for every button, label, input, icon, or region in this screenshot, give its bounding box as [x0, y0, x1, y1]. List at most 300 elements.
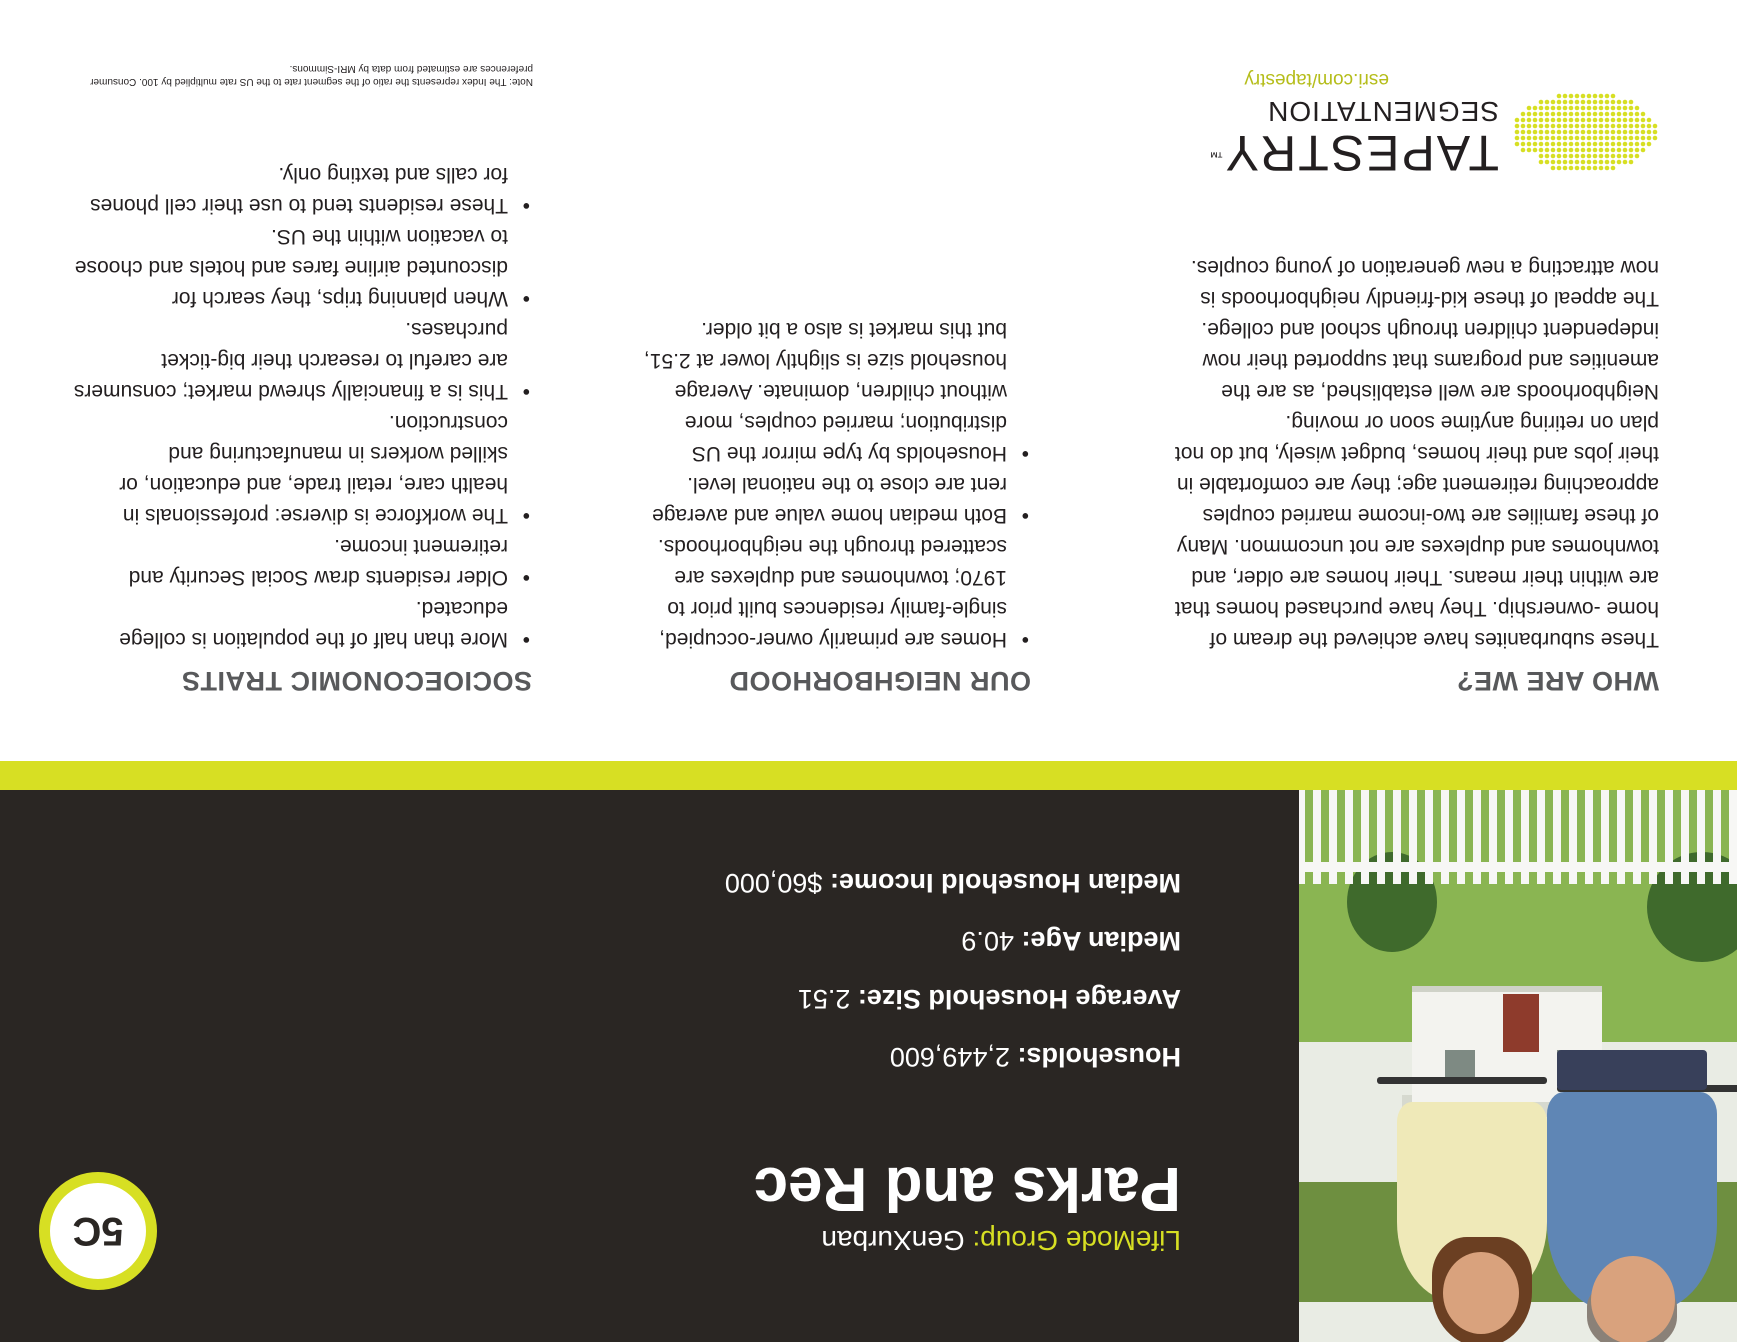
- logo-map-dot: [1545, 106, 1550, 111]
- logo-map-dot: [1641, 136, 1646, 141]
- logo-map-dot: [1545, 118, 1550, 123]
- logo-map-dot: [1653, 136, 1658, 141]
- logo-map-dot: [1587, 130, 1592, 135]
- logo-map-dot: [1551, 112, 1556, 117]
- logo-map-dot: [1635, 154, 1640, 159]
- logo-map-dot: [1569, 130, 1574, 135]
- logo-map-dot: [1599, 94, 1604, 99]
- logo-map-dot: [1569, 100, 1574, 105]
- logo-map-dot: [1569, 136, 1574, 141]
- photo-bike-handlebar: [1377, 1077, 1547, 1084]
- logo-map-dot: [1647, 130, 1652, 135]
- logo-map-dot: [1611, 136, 1616, 141]
- stat-value: 2.51: [797, 984, 851, 1014]
- logo-map-dot: [1617, 160, 1622, 165]
- logo-map-dot: [1623, 136, 1628, 141]
- logo-map-dot: [1653, 130, 1658, 135]
- logo-map-dot: [1581, 166, 1586, 171]
- segment-title: Parks and Rec: [753, 1154, 1181, 1223]
- logo-map-dot: [1575, 136, 1580, 141]
- logo-map-dot: [1617, 136, 1622, 141]
- logo-map-dot: [1599, 100, 1604, 105]
- logo-map-dot: [1557, 136, 1562, 141]
- logo-map-dot: [1605, 130, 1610, 135]
- logo-map-dot: [1581, 130, 1586, 135]
- logo-map-dot: [1617, 130, 1622, 135]
- logo-map-dot: [1551, 160, 1556, 165]
- logo-map-dot: [1629, 130, 1634, 135]
- logo-map-dot: [1629, 160, 1634, 165]
- logo-map-dot: [1593, 106, 1598, 111]
- logo-map-dot: [1629, 136, 1634, 141]
- logo-map-dot: [1569, 124, 1574, 129]
- logo-map-dot: [1605, 124, 1610, 129]
- logo-map-dot: [1593, 142, 1598, 147]
- logo-map-dot: [1599, 142, 1604, 147]
- logo-map-dot: [1563, 118, 1568, 123]
- socioeconomic-section: [70, 159, 532, 696]
- list-item: • The workforce is diverse: professionals in health care, retail trade, and education, or skilled workers in manufacturing and construction.: [70, 407, 532, 531]
- logo-map-dot: [1539, 142, 1544, 147]
- logo-map-dot: [1569, 160, 1574, 165]
- logo-map-dot: [1581, 94, 1586, 99]
- logo-map-dot: [1605, 112, 1610, 117]
- segment-code-badge: [39, 1172, 157, 1290]
- logo-map-dot: [1611, 166, 1616, 171]
- logo-map-dot: [1629, 142, 1634, 147]
- logo-map-dot: [1611, 94, 1616, 99]
- logo-map-dot: [1641, 142, 1646, 147]
- logo-map-dot: [1563, 142, 1568, 147]
- logo-map-dot: [1521, 118, 1526, 123]
- logo-map-dot: [1527, 118, 1532, 123]
- logo-map-dot: [1527, 124, 1532, 129]
- neighborhood-section: [621, 314, 1031, 696]
- logo-map-dot: [1527, 142, 1532, 147]
- logo-map-dot: [1587, 118, 1592, 123]
- logo-map-dot: [1545, 142, 1550, 147]
- logo-map-dot: [1647, 118, 1652, 123]
- photo-window: [1445, 1050, 1475, 1080]
- logo-map-dot: [1623, 124, 1628, 129]
- logo-map-dot: [1587, 166, 1592, 171]
- logo-map-dot: [1539, 136, 1544, 141]
- stat-median-income: [481, 854, 1181, 912]
- logo-map-dot: [1605, 142, 1610, 147]
- logo-map-dot: [1593, 124, 1598, 129]
- logo-map-dot: [1587, 142, 1592, 147]
- logo-map-dot: [1629, 154, 1634, 159]
- logo-map-dot: [1611, 154, 1616, 159]
- logo-map-dot: [1563, 148, 1568, 153]
- couple-bicycle-photo: [1299, 790, 1737, 1342]
- logo-map-dot: [1617, 154, 1622, 159]
- logo-map-dot: [1587, 94, 1592, 99]
- logo-map-dot: [1569, 142, 1574, 147]
- logo-map-dot: [1545, 112, 1550, 117]
- logo-map-dot: [1551, 154, 1556, 159]
- logo-map-dot: [1569, 112, 1574, 117]
- logo-map-dot: [1557, 130, 1562, 135]
- logo-map-dot: [1533, 142, 1538, 147]
- logo-map-dot: [1575, 142, 1580, 147]
- lifemode-value: GenXurban: [821, 1225, 965, 1256]
- list-item: • More than half of the population is college educated.: [70, 593, 532, 655]
- lifemode-group: [821, 1224, 1181, 1256]
- photo-jeans: [1557, 1050, 1707, 1090]
- logo-map-dot: [1581, 118, 1586, 123]
- stat-label: Median Household Income:: [829, 868, 1181, 898]
- photo-woman-face: [1443, 1252, 1519, 1334]
- logo-map-dot: [1599, 124, 1604, 129]
- logo-map-dot: [1575, 100, 1580, 105]
- logo-map-dot: [1593, 100, 1598, 105]
- logo-map-dot: [1563, 160, 1568, 165]
- logo-map-dot: [1641, 118, 1646, 123]
- logo-map-dot: [1623, 112, 1628, 117]
- logo-map-dot: [1533, 130, 1538, 135]
- logo-map-dot: [1599, 106, 1604, 111]
- logo-map-dot: [1557, 94, 1562, 99]
- logo-map-dot: [1641, 130, 1646, 135]
- section-heading: OUR NEIGHBORHOOD: [728, 666, 1031, 696]
- logo-word: TAPESTRY: [1223, 125, 1499, 181]
- logo-map-dot: [1557, 148, 1562, 153]
- logo-map-dot: [1617, 124, 1622, 129]
- logo-map-dot: [1587, 154, 1592, 159]
- logo-map-dot: [1515, 136, 1520, 141]
- logo-map-dot: [1599, 166, 1604, 171]
- stat-value: 2,449,600: [889, 1042, 1010, 1072]
- logo-map-dot: [1611, 106, 1616, 111]
- logo-map-dot: [1611, 142, 1616, 147]
- logo-map-dot: [1593, 118, 1598, 123]
- photo-fence-rail: [1299, 862, 1737, 872]
- logo-map-dot: [1635, 112, 1640, 117]
- logo-map-dot: [1605, 118, 1610, 123]
- logo-map-dot: [1521, 124, 1526, 129]
- logo-map-dot: [1575, 94, 1580, 99]
- logo-map-dot: [1575, 124, 1580, 129]
- logo-map-dot: [1587, 148, 1592, 153]
- logo-map-dot: [1533, 118, 1538, 123]
- logo-map-dot: [1515, 118, 1520, 123]
- logo-map-dot: [1593, 136, 1598, 141]
- stat-value: 40.9: [961, 926, 1014, 956]
- logo-map-dot: [1521, 142, 1526, 147]
- logo-map-dot: [1515, 124, 1520, 129]
- logo-map-dot: [1581, 154, 1586, 159]
- logo-map-dot: [1635, 118, 1640, 123]
- logo-map-dot: [1635, 142, 1640, 147]
- logo-map-dot: [1635, 148, 1640, 153]
- logo-map-dot: [1563, 136, 1568, 141]
- logo-map-dot: [1563, 130, 1568, 135]
- logo-map-dot: [1557, 124, 1562, 129]
- section-body: These suburbanites have achieved the dream of home -ownership. They have purchased homes that are within their means. Their homes are older, and townhomes and duplexes are not uncommon. Many of these families are two-income married couples approaching retirement age; they are comfortable in their jobs and their homes, budget wisely, but do not plan on retiring anytime soon or moving. Neighborhoods are well established, as are the amenities and programs that supported their now independent children through school and college. The appeal of these kid-friendly neighborhoods is now attracting a new generation of young couples.: [1174, 256, 1659, 651]
- logo-map-dot: [1539, 148, 1544, 153]
- key-stats: [481, 854, 1181, 1086]
- logo-map-dot: [1581, 142, 1586, 147]
- logo-map-dot: [1539, 154, 1544, 159]
- logo-map-dot: [1599, 148, 1604, 153]
- logo-map-dot: [1563, 94, 1568, 99]
- logo-map-dot: [1581, 124, 1586, 129]
- logo-map-dot: [1647, 136, 1652, 141]
- bullet-list: [70, 159, 532, 655]
- logo-map-dot: [1599, 154, 1604, 159]
- logo-map-dot: [1581, 136, 1586, 141]
- logo-map-dot: [1605, 154, 1610, 159]
- logo-map-dot: [1647, 142, 1652, 147]
- logo-map-dot: [1629, 112, 1634, 117]
- logo-map-dot: [1557, 112, 1562, 117]
- photo-door: [1503, 994, 1539, 1052]
- logo-map-dot: [1623, 100, 1628, 105]
- logo-map-dot: [1629, 106, 1634, 111]
- logo-map-dot: [1569, 118, 1574, 123]
- logo-map-dot: [1599, 118, 1604, 123]
- logo-map-dot: [1605, 148, 1610, 153]
- logo-map-dot: [1551, 136, 1556, 141]
- logo-map-dot: [1587, 160, 1592, 165]
- logo-map-dot: [1539, 100, 1544, 105]
- logo-map-dot: [1581, 160, 1586, 165]
- stat-median-age: [481, 912, 1181, 970]
- logo-map-dot: [1593, 130, 1598, 135]
- logo-map-dot: [1563, 106, 1568, 111]
- logo-map-dot: [1641, 112, 1646, 117]
- logo-map-dot: [1581, 100, 1586, 105]
- stat-value: $60,000: [724, 868, 823, 898]
- list-item: • Older residents draw Social Security and retirement income.: [70, 531, 532, 593]
- logo-map-dot: [1587, 112, 1592, 117]
- logo-map-dot: [1575, 112, 1580, 117]
- logo-map-dot: [1539, 124, 1544, 129]
- photo-man-face: [1591, 1256, 1675, 1342]
- logo-map-dot: [1557, 166, 1562, 171]
- logo-map-dot: [1581, 106, 1586, 111]
- logo-map-dot: [1533, 112, 1538, 117]
- logo-map-dot: [1617, 148, 1622, 153]
- logo-map-dot: [1599, 136, 1604, 141]
- logo-map-dot: [1575, 154, 1580, 159]
- logo-map-dot: [1623, 160, 1628, 165]
- logo-map-dot: [1515, 142, 1520, 147]
- logo-map-dot: [1569, 94, 1574, 99]
- logo-map-dot: [1593, 94, 1598, 99]
- logo-map-dot: [1551, 118, 1556, 123]
- logo-map-dot: [1557, 100, 1562, 105]
- logo-map-dot: [1551, 130, 1556, 135]
- list-item: • Households by type mirror the US distribution; married couples, more without children, dominate. Average household size is slightly lower at 2.51, but this market is also a bit older.: [621, 314, 1031, 469]
- logo-map-dot: [1635, 130, 1640, 135]
- logo-map-dot: [1599, 160, 1604, 165]
- logo-map-dot: [1641, 148, 1646, 153]
- list-item: • When planning trips, they search for discounted airline fares and hotels and choose to vacation within the US.: [70, 221, 532, 314]
- logo-map-dot: [1563, 112, 1568, 117]
- logo-map-dot: [1545, 154, 1550, 159]
- logo-map-dot: [1545, 136, 1550, 141]
- logo-map-dot: [1521, 148, 1526, 153]
- logo-map-dot: [1611, 130, 1616, 135]
- logo-map-dot: [1629, 100, 1634, 105]
- logo-map-dot: [1575, 130, 1580, 135]
- logo-subtitle: SEGMENTATION: [1267, 96, 1499, 127]
- logo-map-dot: [1641, 124, 1646, 129]
- logo-map-dot: [1611, 148, 1616, 153]
- logo-map-dot: [1611, 112, 1616, 117]
- logo-map-dot: [1527, 148, 1532, 153]
- who-are-we-section: [1173, 252, 1659, 696]
- logo-map-dot: [1605, 100, 1610, 105]
- logo-map-dot: [1533, 106, 1538, 111]
- section-heading: SOCIOECONOMIC TRAITS: [181, 666, 532, 696]
- logo-map-dot: [1593, 148, 1598, 153]
- logo-map-dot: [1599, 130, 1604, 135]
- list-item: • Homes are primarily owner-occupied, single-family residences built prior to 1970; townhomes and duplexes are scattered through the neighborhoods.: [621, 531, 1031, 655]
- logo-wordmark: [1207, 125, 1499, 181]
- list-item: • These residents tend to use their cell phones for calls and texting only.: [70, 159, 532, 221]
- segment-code: 5C: [72, 1209, 124, 1254]
- logo-map-dot: [1593, 112, 1598, 117]
- logo-map-dot: [1623, 130, 1628, 135]
- logo-map-dot: [1539, 118, 1544, 123]
- logo-map-dot: [1611, 118, 1616, 123]
- lifemode-label: LifeMode Group:: [972, 1225, 1181, 1256]
- logo-map-dot: [1527, 130, 1532, 135]
- logo-map-dot: [1605, 160, 1610, 165]
- logo-map-dot: [1539, 106, 1544, 111]
- logo-map-dot: [1551, 142, 1556, 147]
- logo-map-dot: [1563, 154, 1568, 159]
- logo-map-dot: [1563, 124, 1568, 129]
- logo-map-dot: [1593, 160, 1598, 165]
- stat-label: Median Age:: [1021, 926, 1181, 956]
- logo-map-dot: [1575, 118, 1580, 123]
- logo-map-dot: [1605, 166, 1610, 171]
- logo-map-dot: [1635, 136, 1640, 141]
- logo-map-dot: [1623, 154, 1628, 159]
- logo-map-dot: [1617, 112, 1622, 117]
- logo-map-dot: [1569, 148, 1574, 153]
- logo-map-dot: [1545, 124, 1550, 129]
- trademark-symbol: ™: [1207, 145, 1224, 161]
- logo-map-dot: [1617, 118, 1622, 123]
- logo-map-dot: [1581, 112, 1586, 117]
- logo-map-dot: [1617, 106, 1622, 111]
- logo-map-dot: [1647, 124, 1652, 129]
- logo-map-dot: [1551, 100, 1556, 105]
- logo-map-dot: [1611, 160, 1616, 165]
- list-item: • This is a financially shrewd market; consumers are careful to research their big-ticket purchases.: [70, 314, 532, 407]
- logo-map-dot: [1611, 100, 1616, 105]
- logo-map-dot: [1545, 160, 1550, 165]
- logo-map-dot: [1623, 148, 1628, 153]
- logo-map-dot: [1557, 154, 1562, 159]
- logo-map-dot: [1551, 148, 1556, 153]
- logo-map-dot: [1545, 148, 1550, 153]
- stat-label: Average Household Size:: [857, 984, 1181, 1014]
- logo-map-dot: [1623, 106, 1628, 111]
- logo-map-dot: [1521, 136, 1526, 141]
- logo-map-dot: [1551, 166, 1556, 171]
- list-item: • Both median home value and average rent are close to the national level.: [621, 469, 1031, 531]
- logo-map-dot: [1653, 124, 1658, 129]
- logo-map-dot: [1575, 106, 1580, 111]
- logo-map-dot: [1587, 106, 1592, 111]
- logo-url: esri.com/tapestry: [1244, 69, 1389, 90]
- logo-map-dot: [1557, 142, 1562, 147]
- logo-map-dot: [1611, 124, 1616, 129]
- logo-map-dot: [1533, 124, 1538, 129]
- logo-map-dot: [1629, 148, 1634, 153]
- logo-map-dot: [1605, 106, 1610, 111]
- logo-map-dot: [1527, 106, 1532, 111]
- logo-map-dot: [1581, 148, 1586, 153]
- bullet-list: [621, 314, 1031, 655]
- logo-map-dot: [1557, 118, 1562, 123]
- logo-map-dot: [1599, 112, 1604, 117]
- logo-map-dot: [1605, 136, 1610, 141]
- logo-map-dot: [1623, 142, 1628, 147]
- logo-map-dot: [1575, 148, 1580, 153]
- logo-map-dot: [1587, 100, 1592, 105]
- logo-map-dot: [1575, 160, 1580, 165]
- logo-map-dot: [1545, 100, 1550, 105]
- logo-map-dot: [1569, 154, 1574, 159]
- stat-household-size: [481, 970, 1181, 1028]
- logo-map-dot: [1629, 124, 1634, 129]
- logo-map-dot: [1563, 100, 1568, 105]
- logo-map-dot: [1545, 130, 1550, 135]
- logo-map-dot: [1521, 130, 1526, 135]
- logo-map-dot: [1587, 124, 1592, 129]
- logo-map-dot: [1569, 106, 1574, 111]
- logo-map-dot: [1575, 166, 1580, 171]
- logo-map-dot: [1539, 130, 1544, 135]
- logo-map-dot: [1617, 142, 1622, 147]
- logo-map-dot: [1557, 160, 1562, 165]
- logo-map-dot: [1539, 112, 1544, 117]
- logo-map-dot: [1515, 130, 1520, 135]
- logo-map-dot: [1593, 154, 1598, 159]
- logo-map-dot: [1623, 118, 1628, 123]
- logo-map-dot: [1635, 124, 1640, 129]
- logo-map-dot: [1605, 94, 1610, 99]
- logo-map-dot: [1551, 124, 1556, 129]
- logo-map-dot: [1521, 112, 1526, 117]
- logo-map-dot: [1527, 112, 1532, 117]
- logo-map-dot: [1593, 166, 1598, 171]
- us-map-dot-grid-icon: [1509, 82, 1659, 182]
- logo-map-dot: [1569, 166, 1574, 171]
- logo-map-dot: [1539, 160, 1544, 165]
- accent-stripe: [0, 761, 1737, 790]
- stat-households: [481, 1028, 1181, 1086]
- header-banner: [0, 790, 1737, 1342]
- logo-map-dot: [1557, 106, 1562, 111]
- logo-map-dot: [1533, 136, 1538, 141]
- logo-map-dot: [1635, 106, 1640, 111]
- logo-map-dot: [1563, 166, 1568, 171]
- logo-map-dot: [1617, 100, 1622, 105]
- tapestry-logo: [1207, 69, 1659, 182]
- logo-map-dot: [1527, 136, 1532, 141]
- section-heading: WHO ARE WE?: [1456, 666, 1659, 696]
- logo-map-dot: [1587, 136, 1592, 141]
- logo-map-dot: [1533, 148, 1538, 153]
